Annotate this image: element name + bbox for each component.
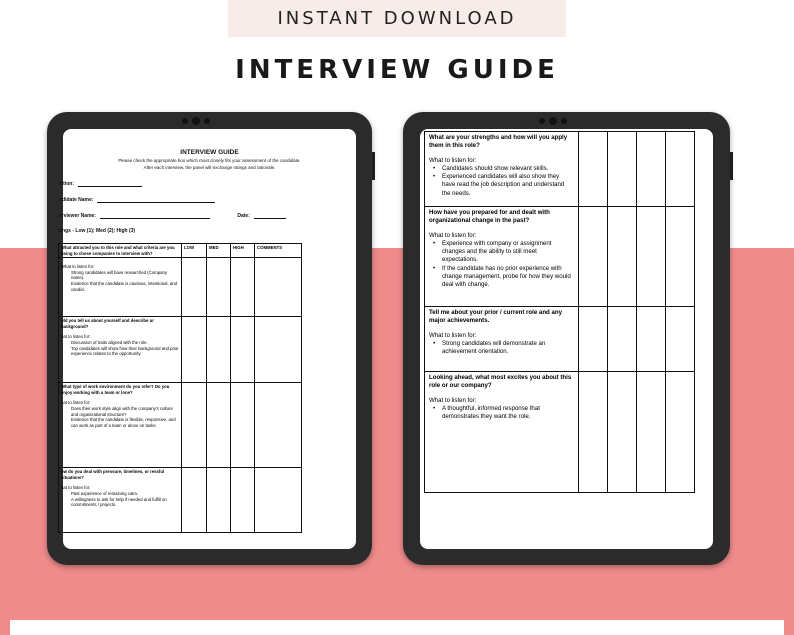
left-rating-table xyxy=(58,243,302,533)
badge-label: INSTANT DOWNLOAD xyxy=(277,8,517,29)
question-text: Looking ahead, what most excites you about this role or our company? xyxy=(429,374,572,390)
rating-box-low[interactable] xyxy=(182,258,207,317)
listen-label: What to listen for: xyxy=(429,331,477,339)
table-row xyxy=(425,307,695,372)
question-text: What are your strengths and how will you apply them in this role? xyxy=(429,134,568,150)
sheet-subtitle-1: Please check the appropriate box which most closely fits your assessment of the candidate. xyxy=(118,158,301,163)
rating-box-low[interactable] xyxy=(182,468,207,533)
ratings-legend: tings - Low (1); Med (2); High (3) xyxy=(59,228,136,234)
instant-download-badge xyxy=(228,0,566,37)
rating-box-med[interactable] xyxy=(608,372,637,493)
rating-box-high[interactable] xyxy=(637,372,666,493)
rating-box-low[interactable] xyxy=(579,132,608,207)
comments-box[interactable] xyxy=(255,468,302,533)
question-cell xyxy=(59,317,182,383)
bullet-text: Strong candidates will demonstrate an achievement orientation. xyxy=(442,339,546,356)
bullet-text: Candidates should show relevant skills. xyxy=(442,164,549,172)
interviewer-line xyxy=(100,213,210,219)
question-text: What type of work environment do you refer? Do you enjoy working with a team or lone? xyxy=(61,384,170,395)
table-row xyxy=(425,132,695,207)
bullet-text: Experience with company or assignment changes and the ability to still meet expectations. xyxy=(442,239,552,264)
tablet-right xyxy=(403,112,730,565)
rating-box-med[interactable] xyxy=(608,132,637,207)
listen-label: What to listen for: xyxy=(429,156,477,164)
question-cell xyxy=(59,468,182,533)
rating-box-low[interactable] xyxy=(579,372,608,493)
table-row xyxy=(425,372,695,493)
comments-box[interactable] xyxy=(666,132,695,207)
rating-box-med[interactable] xyxy=(207,383,231,468)
question-text: How have you prepared for and dealt with organizational change in the past? xyxy=(429,209,550,225)
rating-box-med[interactable] xyxy=(608,207,637,307)
candidate-field xyxy=(59,197,215,203)
interviewer-field xyxy=(59,213,329,219)
question-text: ow do you deal with pressure, timelines, or ressful situations? xyxy=(61,469,165,480)
rating-box-med[interactable] xyxy=(207,258,231,317)
bullet-text: Past experience of remaining calm. xyxy=(71,490,139,496)
rating-box-low[interactable] xyxy=(182,317,207,383)
right-rating-table xyxy=(424,131,695,493)
question-cell: Looking ahead, what most excites you about this role or our company? What to listen for: • A thoughtful, informed response that demonstrates they want the role. xyxy=(425,372,579,493)
col-comments: COMMENTS xyxy=(255,244,302,258)
date-label: Date: xyxy=(237,213,250,219)
col-low: LOW xyxy=(182,244,207,258)
rating-box-low[interactable] xyxy=(579,207,608,307)
bullet-text: Does their work style align with the company's culture and organizational structure? xyxy=(71,405,173,417)
rating-box-high[interactable] xyxy=(637,207,666,307)
comments-box[interactable] xyxy=(666,372,695,493)
rating-box-med[interactable] xyxy=(608,307,637,372)
question-cell: How have you prepared for and dealt with organizational change in the past? What to listen for: • Experience with company or assignment changes and the ability to still meet expectations. • If the candidate has no prior experience with change management, probe for how they would deal with change. xyxy=(425,207,579,307)
col-high: HIGH xyxy=(231,244,255,258)
tablet-left-screen xyxy=(59,129,356,549)
question-text: What attracted you to this role and what criteria are you using to chose companies to interview with? xyxy=(61,245,175,256)
table-row xyxy=(59,317,302,383)
rating-box-med[interactable] xyxy=(207,317,231,383)
question-text: Tell me about your prior / current role and any major achievements. xyxy=(429,309,562,325)
listen-label: What to listen for: xyxy=(61,264,95,270)
sensor-dot xyxy=(204,118,210,124)
candidate-label: ndidate Name: xyxy=(59,197,94,203)
sheet-subtitle-2: After each interview, the panel will exchange ratings and rationale. xyxy=(143,165,276,170)
position-line xyxy=(78,181,142,187)
table-header-row xyxy=(59,244,302,258)
sensor-dot xyxy=(561,118,567,124)
bullet-text: Evidence that the candidate is cautious, intentional, and candid. xyxy=(71,280,178,292)
table-row xyxy=(425,207,695,307)
bullet-text: If the candidate has no prior experience with change management, probe for how they would deal with change. xyxy=(442,264,571,289)
camera-lens xyxy=(192,117,200,125)
bullet-text: Experienced candidates will also show they have read the job description and understand the needs. xyxy=(442,173,565,197)
side-button xyxy=(730,152,733,180)
listen-label: hat to listen for: xyxy=(61,334,91,340)
question-cell xyxy=(59,244,182,258)
listen-label: What to listen for: xyxy=(429,396,477,404)
question-text: uld you tell us about yourself and describe ur background? xyxy=(61,318,154,329)
bullet-text: Evidence that the candidate is flexible, responsive, and can work as part of a team or alone on tasks. xyxy=(71,417,176,428)
rating-box-high[interactable] xyxy=(231,317,255,383)
rating-box-low[interactable] xyxy=(579,307,608,372)
candidate-line xyxy=(97,197,215,203)
camera-dot xyxy=(182,118,188,124)
comments-box[interactable] xyxy=(666,207,695,307)
bottom-white-strip xyxy=(10,620,784,635)
position-label: sition: xyxy=(59,181,74,187)
comments-box[interactable] xyxy=(255,383,302,468)
sheet-heading: INTERVIEW GUIDE xyxy=(180,149,239,156)
camera-dot xyxy=(539,118,545,124)
listen-label: What to listen for: xyxy=(429,231,477,239)
table-row xyxy=(59,383,302,468)
question-cell: What are your strengths and how will you apply them in this role? What to listen for: • Candidates should show relevant skills. • Experienced candidates will also show they have read the job description and understand the needs. xyxy=(425,132,579,207)
page-title: INTERVIEW GUIDE xyxy=(235,55,559,85)
comments-box[interactable] xyxy=(666,307,695,372)
question-detail-cell xyxy=(59,258,182,317)
tablet-right-screen xyxy=(420,129,713,549)
table-row xyxy=(59,258,302,317)
rating-box-high[interactable] xyxy=(637,307,666,372)
camera-lens xyxy=(549,117,557,125)
interviewer-label: erviewer Name: xyxy=(59,213,96,219)
tablet-left xyxy=(47,112,372,565)
side-button xyxy=(372,152,375,180)
bullet-text: A willingness to ask for help if needed and fulfill on commitments / projects. xyxy=(71,496,167,508)
listen-label: hat to listen for: xyxy=(61,485,91,491)
rating-box-high[interactable] xyxy=(231,258,255,317)
rating-box-high[interactable] xyxy=(637,132,666,207)
date-line xyxy=(254,213,286,219)
rating-box-high[interactable] xyxy=(231,468,255,533)
bullet-text: Discussion of traits aligned with the role. xyxy=(71,339,148,345)
question-cell: Tell me about your prior / current role and any major achievements. What to listen for: • Strong candidates will demonstrate an achievement orientation. xyxy=(425,307,579,372)
rating-box-med[interactable] xyxy=(207,468,231,533)
col-med: MED xyxy=(207,244,231,258)
comments-box[interactable] xyxy=(255,258,302,317)
comments-box[interactable] xyxy=(255,317,302,383)
bullet-text: Strong candidates will have researched (Company name). xyxy=(71,269,168,281)
rating-box-high[interactable] xyxy=(231,383,255,468)
listen-label: hat to listen for: xyxy=(61,400,91,406)
position-field xyxy=(59,181,142,187)
rating-box-low[interactable] xyxy=(182,383,207,468)
bullet-text: A thoughtful, informed response that demonstrates they want the role. xyxy=(442,404,540,421)
question-cell xyxy=(59,383,182,468)
table-row xyxy=(59,468,302,533)
bullet-text: Top candidates will show how their background and prior experience relates to the opportunity. xyxy=(71,345,179,357)
